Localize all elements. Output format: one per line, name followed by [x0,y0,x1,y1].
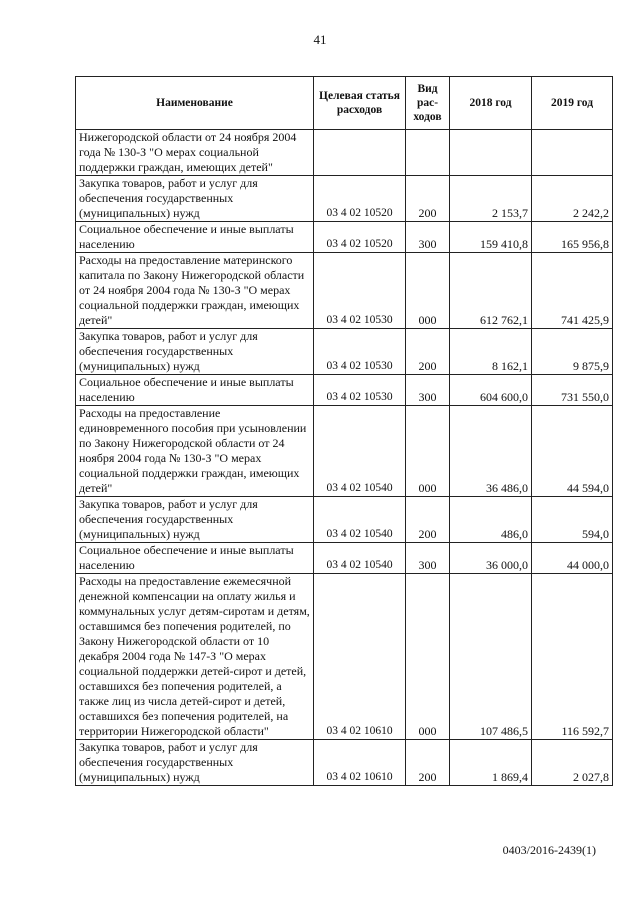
row-code: 03 4 02 10610 [314,740,406,786]
row-2019: 44 594,0 [532,406,613,497]
row-name: Нижегородской области от 24 ноября 2004 года № 130-З "О мерах социальной поддержки граждан, имеющих детей" [76,130,314,176]
row-2018: 36 486,0 [450,406,532,497]
row-2019: 116 592,7 [532,574,613,740]
row-vid: 000 [406,574,450,740]
row-name: Закупка товаров, работ и услуг для обеспечения государственных (муниципальных) нужд [76,329,314,375]
table-header-row [76,77,613,130]
row-2019: 165 956,8 [532,222,613,253]
table-row [76,740,613,786]
row-2018: 107 486,5 [450,574,532,740]
row-2018: 8 162,1 [450,329,532,375]
row-2018: 2 153,7 [450,176,532,222]
table-row [76,176,613,222]
row-vid: 000 [406,406,450,497]
row-code: 03 4 02 10530 [314,329,406,375]
header-code: Целевая статья расходов [314,77,406,130]
row-2019: 731 550,0 [532,375,613,406]
row-2019: 44 000,0 [532,543,613,574]
table-row [76,375,613,406]
row-vid: 300 [406,375,450,406]
table-row [76,406,613,497]
row-2018: 159 410,8 [450,222,532,253]
row-vid: 300 [406,222,450,253]
row-code: 03 4 02 10540 [314,543,406,574]
row-name: Закупка товаров, работ и услуг для обеспечения государственных (муниципальных) нужд [76,497,314,543]
table-row [76,222,613,253]
row-code: 03 4 02 10520 [314,222,406,253]
row-name: Закупка товаров, работ и услуг для обеспечения государственных (муниципальных) нужд [76,176,314,222]
table-row [76,130,613,176]
row-code [314,130,406,176]
row-code: 03 4 02 10540 [314,406,406,497]
row-code: 03 4 02 10540 [314,497,406,543]
table-row [76,543,613,574]
row-vid: 200 [406,176,450,222]
page-number: 41 [313,32,327,47]
row-2018: 36 000,0 [450,543,532,574]
row-vid [406,130,450,176]
header-name: Наименование [76,77,314,130]
table-row [76,497,613,543]
row-2019: 2 242,2 [532,176,613,222]
table-row [76,253,613,329]
row-2018: 604 600,0 [450,375,532,406]
table-row [76,329,613,375]
row-2019: 2 027,8 [532,740,613,786]
row-2018: 486,0 [450,497,532,543]
row-code: 03 4 02 10530 [314,253,406,329]
row-2018: 1 869,4 [450,740,532,786]
row-2018 [450,130,532,176]
row-2019 [532,130,613,176]
row-vid: 200 [406,740,450,786]
row-name: Расходы на предоставление единовременного пособия при усыновлении по Закону Нижегородской области от 24 ноября 2004 года № 130-З "О мерах социальной поддержки граждан, имеющих детей" [76,406,314,497]
row-vid: 300 [406,543,450,574]
row-name: Расходы на предоставление ежемесячной денежной компенсации на оплату жилья и коммунальных услуг детям-сиротам и детям, оставшимся без попечения родителей, по Закону Нижегородской области от 10 декабря 2004 года № 147-З "О мерах социальной поддержки детей-сирот и детей, оставшихся без попечения родителей, а также лиц из числа детей-сирот и детей, оставшихся без попечения родителей, на территории Нижегородской области" [76,574,314,740]
row-vid: 200 [406,329,450,375]
row-code: 03 4 02 10530 [314,375,406,406]
table-row [76,574,613,740]
header-2019: 2019 год [532,77,613,130]
row-name: Социальное обеспечение и иные выплаты населению [76,375,314,406]
row-2019: 741 425,9 [532,253,613,329]
document-code: 0403/2016-2439(1) [502,843,596,857]
header-vid: Вид рас-ходов [406,77,450,130]
row-name: Социальное обеспечение и иные выплаты населению [76,222,314,253]
row-name: Расходы на предоставление материнского капитала по Закону Нижегородской области от 24 ноября 2004 года № 130-З "О мерах социальной поддержки граждан, имеющих детей" [76,253,314,329]
row-code: 03 4 02 10610 [314,574,406,740]
header-2018: 2018 год [450,77,532,130]
row-2018: 612 762,1 [450,253,532,329]
row-2019: 9 875,9 [532,329,613,375]
budget-table [75,76,613,786]
row-code: 03 4 02 10520 [314,176,406,222]
row-2019: 594,0 [532,497,613,543]
row-vid: 200 [406,497,450,543]
row-name: Закупка товаров, работ и услуг для обеспечения государственных (муниципальных) нужд [76,740,314,786]
row-vid: 000 [406,253,450,329]
row-name: Социальное обеспечение и иные выплаты населению [76,543,314,574]
